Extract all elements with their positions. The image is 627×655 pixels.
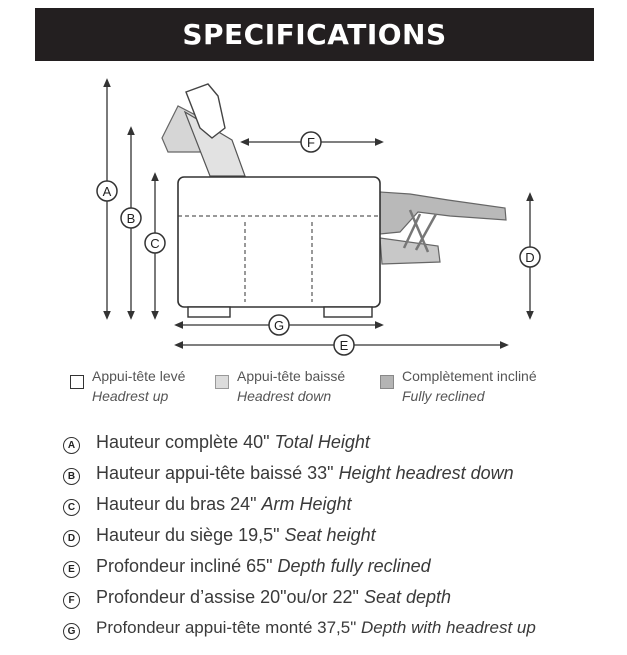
spec-text-en: Depth with headrest up: [361, 618, 536, 637]
spec-text-en: Depth fully reclined: [277, 556, 431, 576]
letter-g-icon: G: [63, 623, 80, 640]
spec-text-en: Seat depth: [363, 587, 452, 607]
legend-label-en: Headrest down: [237, 388, 332, 404]
legend-label-en: Headrest up: [92, 388, 169, 404]
svg-text:E: E: [339, 338, 349, 353]
svg-text:F: F: [307, 135, 315, 150]
marker-b: [121, 208, 141, 228]
legend-label-fr: Appui-tête baissé: [237, 368, 346, 384]
marker-c: [145, 233, 165, 253]
spec-text-fr: Profondeur appui-tête monté 37,5": [96, 618, 357, 637]
spec-text-fr: Hauteur du bras 24": [96, 494, 257, 514]
swatch-dark-grey-icon: [380, 375, 394, 389]
swatch-light-grey-icon: [215, 375, 229, 389]
svg-text:G: G: [273, 318, 285, 333]
spec-text-fr: Hauteur appui-tête baissé 33": [96, 463, 334, 483]
marker-g: [269, 315, 289, 335]
svg-text:D: D: [525, 250, 535, 265]
swatch-white-icon: [70, 375, 84, 389]
letter-b-icon: B: [63, 468, 80, 485]
spec-text-en: Height headrest down: [338, 463, 514, 483]
legend-label-fr: Appui-tête levé: [92, 368, 186, 384]
marker-a: [97, 181, 117, 201]
spec-text-fr: Profondeur d’assise 20"ou/or 22": [96, 587, 359, 607]
legend-label-en: Fully reclined: [402, 388, 485, 404]
spec-text-en: Total Height: [274, 432, 370, 452]
spec-text-fr: Hauteur du siège 19,5": [96, 525, 280, 545]
spec-text-en: Seat height: [284, 525, 376, 545]
marker-f: [301, 132, 321, 152]
legend-label-fr: Complètement incliné: [402, 368, 537, 384]
svg-text:A: A: [102, 184, 112, 199]
svg-text:C: C: [150, 236, 160, 251]
spec-text-fr: Profondeur incliné 65": [96, 556, 273, 576]
reclined-footrest-shape: [380, 192, 506, 264]
chair-body: [178, 177, 380, 317]
spec-text-fr: Hauteur complète 40": [96, 432, 270, 452]
svg-text:B: B: [126, 211, 136, 226]
marker-d: [520, 247, 540, 267]
letter-a-icon: A: [63, 437, 80, 454]
letter-d-icon: D: [63, 530, 80, 547]
marker-e: [334, 335, 354, 355]
page-title: SPECIFICATIONS: [182, 18, 447, 51]
letter-c-icon: C: [63, 499, 80, 516]
letter-e-icon: E: [63, 561, 80, 578]
letter-f-icon: F: [63, 592, 80, 609]
spec-text-en: Arm Height: [261, 494, 352, 514]
